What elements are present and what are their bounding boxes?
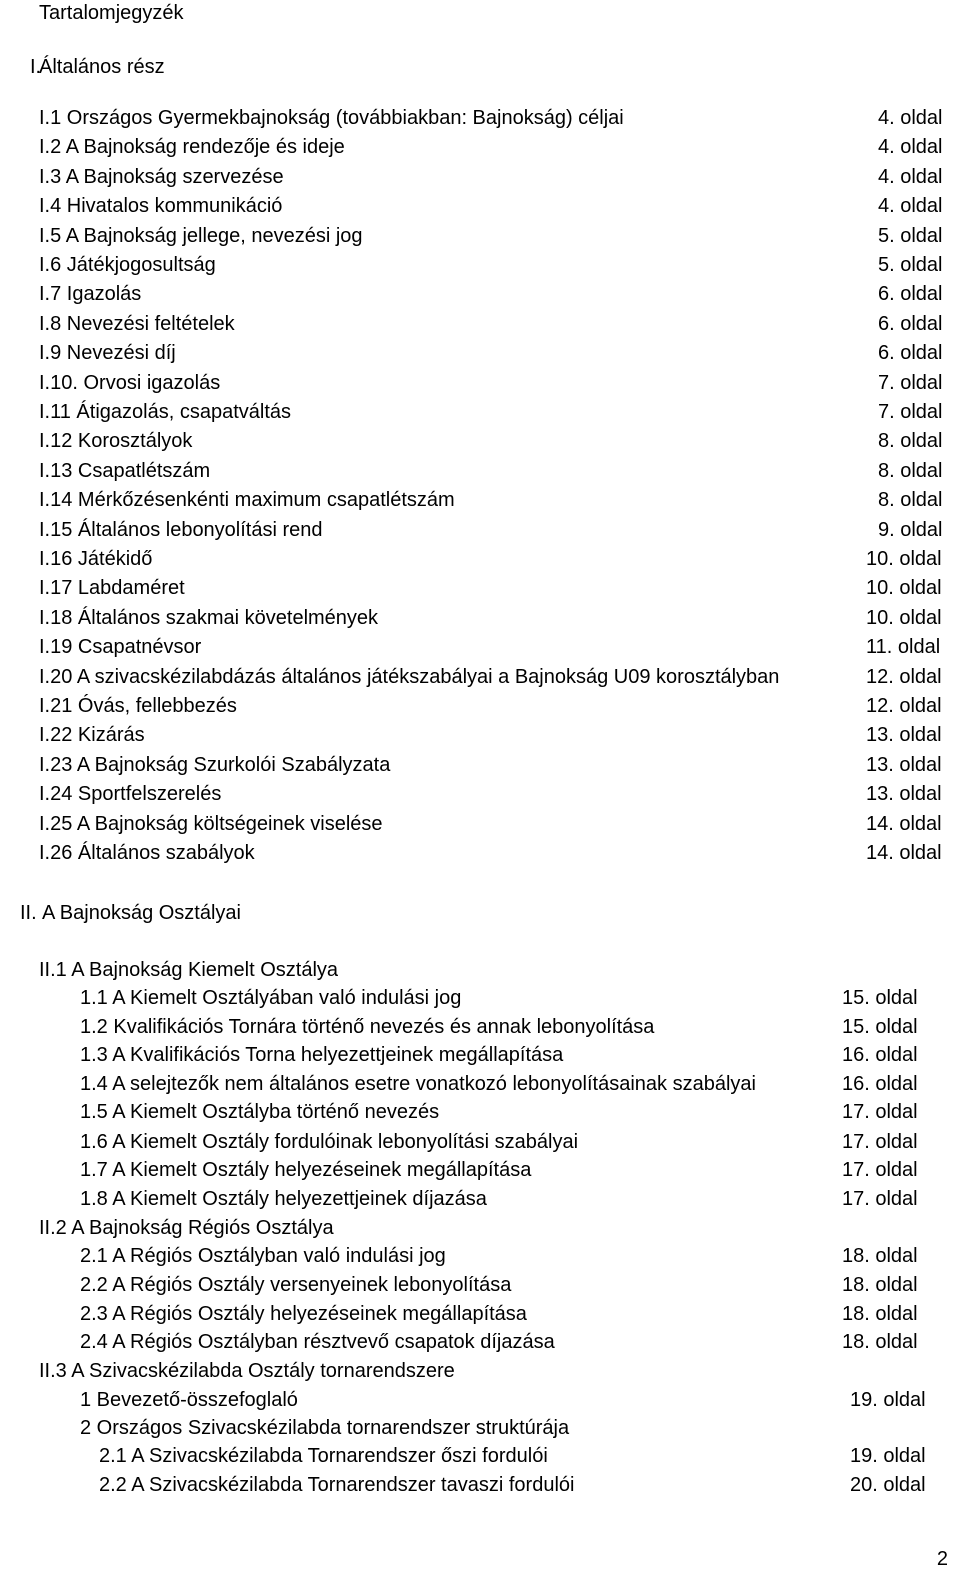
toc-entry-label: 1.3 A Kvalifikációs Torna helyezettjeinek megállapítása — [80, 1044, 564, 1066]
toc-entry[interactable] — [39, 457, 943, 485]
toc-entry[interactable] — [80, 1386, 940, 1414]
toc-entry[interactable] — [99, 1471, 940, 1499]
toc-entry-page: 18. oldal — [842, 1245, 918, 1267]
toc-entry-label: I.14 Mérkőzésenkénti maximum csapatlétszám — [39, 489, 455, 512]
toc-entry[interactable] — [80, 1328, 940, 1356]
toc-entry[interactable] — [39, 956, 940, 984]
toc-entry-label: 1.1 A Kiemelt Osztályában való indulási jog — [80, 987, 462, 1009]
toc-entry[interactable] — [39, 780, 940, 808]
toc-entry-page: 19. oldal — [850, 1445, 926, 1467]
toc-entry[interactable] — [80, 1013, 940, 1041]
toc-entry-page: 10. oldal — [866, 548, 942, 570]
toc-entry[interactable] — [39, 104, 943, 132]
toc-entry-label: 2.3 A Régiós Osztály helyezéseinek megállapítása — [80, 1303, 527, 1325]
toc-entry-page: 6. oldal — [878, 312, 943, 335]
toc-entry-page: 17. oldal — [842, 1159, 918, 1181]
toc-entry-page: 9. oldal — [878, 518, 943, 541]
toc-entry[interactable] — [39, 839, 940, 867]
toc-entry-page: 12. oldal — [866, 665, 942, 688]
toc-entry-page: 13. oldal — [866, 724, 942, 747]
toc-entry-page: 15. oldal — [842, 1016, 918, 1038]
toc-entry-label: I.22 Kizárás — [39, 724, 145, 747]
toc-entry[interactable] — [80, 984, 940, 1012]
toc-entry-label: I.11 Átigazolás, csapatváltás — [39, 401, 291, 423]
toc-entry-page: 8. oldal — [878, 430, 943, 453]
toc-entry-label: 2.2 A Szivacskézilabda Tornarendszer tavaszi fordulói — [99, 1474, 575, 1496]
toc-entry[interactable] — [39, 663, 940, 691]
toc-entry-page: 19. oldal — [850, 1389, 926, 1411]
toc-entry-label: I.19 Csapatnévsor — [39, 636, 202, 659]
toc-entry[interactable] — [80, 1156, 940, 1184]
toc-entry-label: 2.1 A Szivacskézilabda Tornarendszer őszi fordulói — [99, 1445, 548, 1467]
toc-entry-page: 17. oldal — [842, 1188, 918, 1210]
toc-entry[interactable] — [99, 1442, 940, 1470]
toc-entry[interactable] — [39, 1214, 940, 1242]
toc-entry-label: I.16 Játékidő — [39, 548, 153, 570]
toc-entry-label: I.21 Óvás, fellebbezés — [39, 695, 237, 717]
toc-entry-label: 1.8 A Kiemelt Osztály helyezettjeinek díjazása — [80, 1188, 487, 1210]
section-label: A Bajnokság Osztályai — [42, 902, 241, 924]
toc-entry[interactable] — [39, 810, 940, 838]
toc-entry[interactable] — [80, 1185, 940, 1213]
toc-entry[interactable] — [39, 192, 943, 220]
toc-entry[interactable] — [39, 545, 940, 573]
section-label: Általános rész — [39, 56, 165, 78]
toc-entry-page: 4. oldal — [878, 136, 943, 159]
toc-entry-page: 7. oldal — [878, 401, 943, 423]
toc-entry-page: 16. oldal — [842, 1044, 918, 1066]
toc-entry-label: I.13 Csapatlétszám — [39, 459, 211, 482]
toc-entry-label: II.3 A Szivacskézilabda Osztály tornarendszere — [39, 1360, 455, 1382]
toc-entry[interactable] — [39, 133, 943, 161]
toc-entry[interactable] — [39, 692, 940, 720]
toc-entry-label: I.15 Általános lebonyolítási rend — [39, 518, 323, 541]
toc-entry-page: 13. oldal — [866, 753, 942, 776]
toc-entry-page: 6. oldal — [878, 342, 943, 365]
toc-entry[interactable] — [39, 310, 943, 338]
toc-entry[interactable] — [39, 251, 943, 279]
section-number: I. — [30, 56, 42, 78]
toc-entry[interactable] — [80, 1414, 940, 1442]
toc-entry-page: 5. oldal — [878, 224, 943, 247]
toc-entry[interactable] — [80, 1242, 940, 1270]
toc-entry-page: 16. oldal — [842, 1073, 918, 1095]
toc-entry-page: 15. oldal — [842, 987, 918, 1009]
toc-entry-label: I.20 A szivacskézilabdázás általános játékszabályai a Bajnokság U09 korosztályban — [39, 665, 780, 688]
toc-entry-page: 6. oldal — [878, 283, 943, 306]
toc-entry-page: 18. oldal — [842, 1331, 918, 1353]
toc-entry-page: 5. oldal — [878, 254, 943, 276]
toc-entry[interactable] — [80, 1070, 940, 1098]
toc-entry[interactable] — [39, 574, 940, 602]
page-number: 2 — [936, 1548, 948, 1570]
toc-entry[interactable] — [39, 486, 943, 514]
toc-entry-label: I.8 Nevezési feltételek — [39, 312, 235, 335]
toc-entry-page: 4. oldal — [878, 195, 943, 218]
toc-entry-label: 2.1 A Régiós Osztályban való indulási jog — [80, 1245, 446, 1267]
toc-entry-label: 2.4 A Régiós Osztályban résztvevő csapatok díjazása — [80, 1331, 555, 1353]
toc-entry[interactable] — [39, 369, 943, 397]
toc-entry[interactable] — [39, 721, 940, 749]
toc-title: Tartalomjegyzék — [39, 2, 184, 24]
toc-entry-page: 8. oldal — [878, 459, 943, 482]
toc-entry-label: I.4 Hivatalos kommunikáció — [39, 195, 283, 218]
toc-entry[interactable] — [80, 1041, 940, 1069]
toc-entry-label: I.10. Orvosi igazolás — [39, 371, 221, 394]
toc-entry-page: 18. oldal — [842, 1274, 918, 1296]
toc-entry[interactable] — [39, 339, 943, 367]
toc-entry-label: I.9 Nevezési díj — [39, 342, 176, 365]
toc-entry-page: 4. oldal — [878, 165, 943, 188]
toc-entry-page: 14. oldal — [866, 842, 942, 864]
toc-entry-label: I.25 A Bajnokság költségeinek viselése — [39, 812, 383, 835]
toc-entry[interactable] — [39, 163, 943, 191]
toc-entry-page: 4. oldal — [878, 107, 943, 129]
toc-entry-label: 2.2 A Régiós Osztály versenyeinek lebonyolítása — [80, 1274, 512, 1296]
toc-entry-label: I.1 Országos Gyermekbajnokság (továbbiakban: Bajnokság) céljai — [39, 107, 624, 129]
toc-entry-label: I.2 A Bajnokság rendezője és ideje — [39, 136, 345, 159]
toc-entry[interactable] — [39, 1357, 940, 1385]
toc-entry-page: 20. oldal — [850, 1474, 926, 1496]
toc-entry-label: 1.5 A Kiemelt Osztályba történő nevezés — [80, 1101, 440, 1123]
toc-entry-label: I.26 Általános szabályok — [39, 842, 255, 864]
toc-entry[interactable] — [39, 427, 943, 455]
toc-entry-label: II.2 A Bajnokság Régiós Osztálya — [39, 1217, 334, 1239]
toc-entry-page: 11. oldal — [866, 636, 941, 659]
toc-entry-label: 1.6 A Kiemelt Osztály fordulóinak lebonyolítási szabályai — [80, 1131, 579, 1153]
toc-entry-label: I.18 Általános szakmai követelmények — [39, 606, 379, 629]
toc-entry[interactable] — [39, 633, 940, 661]
toc-entry-label: I.17 Labdaméret — [39, 577, 185, 600]
toc-entry[interactable] — [80, 1098, 940, 1126]
toc-entry[interactable] — [80, 1128, 940, 1156]
toc-entry[interactable] — [39, 604, 940, 632]
toc-entry-page: 10. oldal — [866, 606, 942, 629]
toc-entry-page: 14. oldal — [866, 812, 942, 835]
section-number: II. — [20, 902, 37, 924]
toc-entry-page: 8. oldal — [878, 489, 943, 512]
toc-entry-label: I.7 Igazolás — [39, 283, 142, 306]
toc-entry[interactable] — [39, 398, 943, 426]
toc-entry-page: 10. oldal — [866, 577, 942, 600]
toc-entry-label: I.3 A Bajnokság szervezése — [39, 165, 284, 188]
toc-entry-label: 1.7 A Kiemelt Osztály helyezéseinek megállapítása — [80, 1159, 532, 1181]
toc-entry-page: 12. oldal — [866, 695, 942, 717]
toc-entry[interactable] — [80, 1271, 940, 1299]
toc-entry-label: 2 Országos Szivacskézilabda tornarendszer struktúrája — [80, 1417, 570, 1439]
toc-entry[interactable] — [39, 280, 943, 308]
toc-entry[interactable] — [39, 222, 943, 250]
toc-entry-label: I.6 Játékjogosultság — [39, 254, 216, 276]
toc-entry-label: II.1 A Bajnokság Kiemelt Osztálya — [39, 959, 339, 981]
toc-entry-page: 17. oldal — [842, 1101, 918, 1123]
toc-entry-page: 18. oldal — [842, 1303, 918, 1325]
toc-entry-label: I.5 A Bajnokság jellege, nevezési jog — [39, 224, 363, 247]
toc-entry-label: I.24 Sportfelszerelés — [39, 783, 222, 806]
toc-entry[interactable] — [39, 516, 943, 544]
toc-entry-label: I.12 Korosztályok — [39, 430, 193, 453]
toc-entry[interactable] — [80, 1300, 940, 1328]
toc-entry-label: 1.4 A selejtezők nem általános esetre vonatkozó lebonyolításainak szabályai — [80, 1073, 756, 1095]
toc-entry-label: 1 Bevezető-összefoglaló — [80, 1389, 298, 1411]
toc-entry[interactable] — [39, 751, 940, 779]
toc-entry-page: 13. oldal — [866, 783, 942, 806]
toc-entry-label: 1.2 Kvalifikációs Tornára történő nevezés és annak lebonyolítása — [80, 1016, 655, 1038]
toc-entry-label: I.23 A Bajnokság Szurkolói Szabályzata — [39, 753, 391, 776]
toc-entry-page: 17. oldal — [842, 1131, 918, 1153]
toc-entry-page: 7. oldal — [878, 371, 943, 394]
